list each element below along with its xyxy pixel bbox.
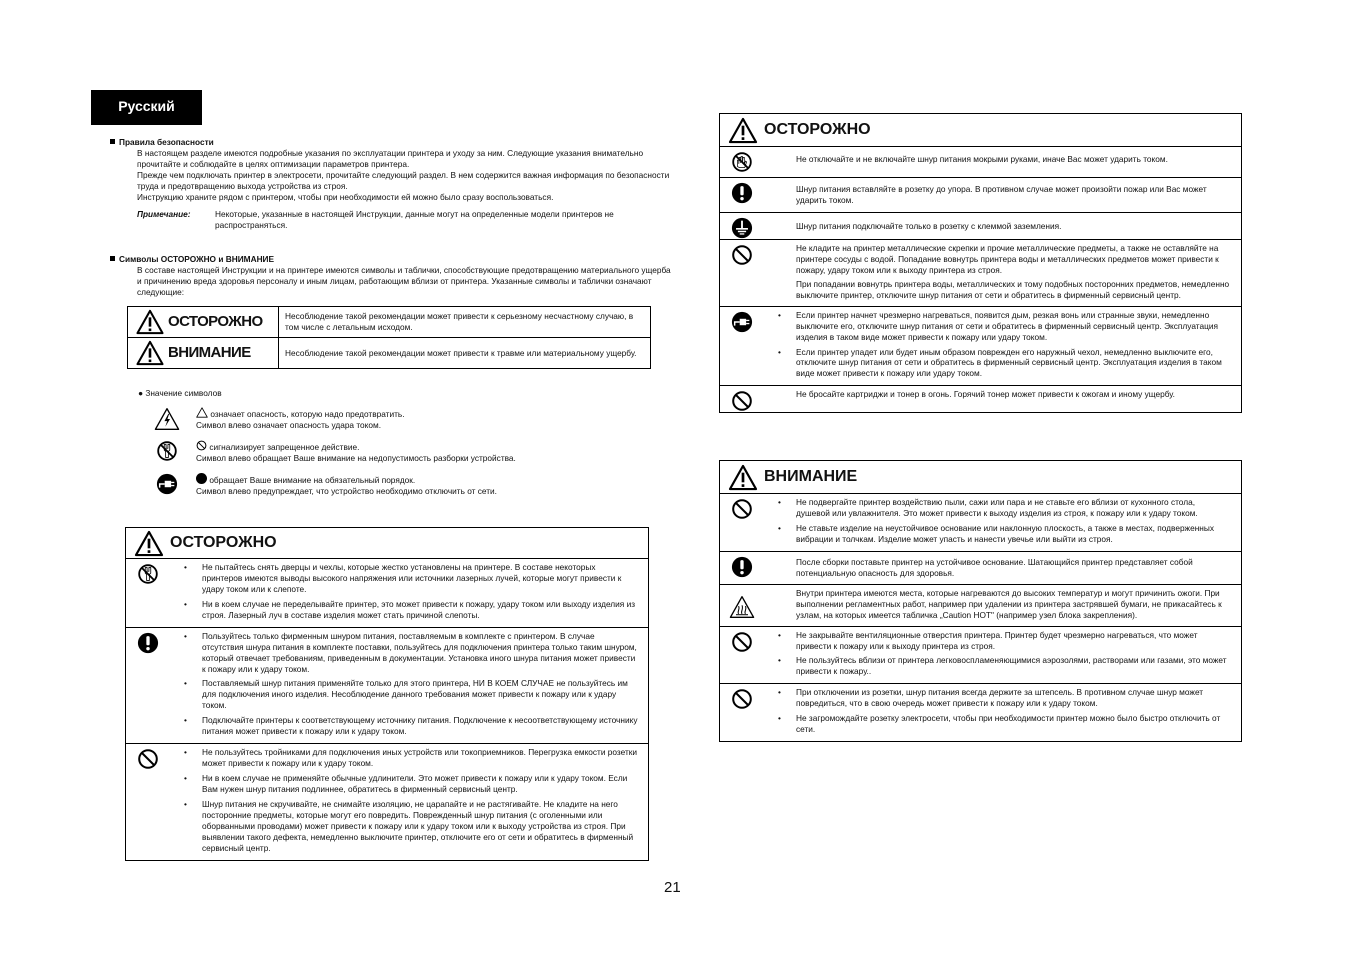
- mandatory-icon: [137, 632, 159, 654]
- unplug-icon: [731, 311, 753, 333]
- list-item: • Ни в коем случае не переделывайте принтер, это может привести к пожару, удару током или выходу изделия из строя. Лазерный луч в составе изделия может стать причиной слепоты.: [170, 599, 638, 621]
- shock-hazard-icon: [154, 407, 180, 431]
- right-caution-box: [719, 113, 1242, 413]
- meaning-item: обращает Ваше внимание на обязательный порядок. Символ влево предупреждает, что устройство необходимо отключить от сети.: [138, 473, 516, 497]
- prohibited-icon: [731, 390, 753, 412]
- meaning-heading: ● Значение символов: [138, 388, 222, 398]
- mandatory-dot-icon: [196, 473, 207, 484]
- row-text: Не отключайте и не включайте шнур питания мокрыми руками, иначе Вас может ударить током.: [796, 154, 1168, 164]
- no-disassembly-icon: [156, 440, 178, 462]
- mandatory-icon: [731, 182, 753, 204]
- warning-header: ВНИМАНИЕ: [720, 461, 1241, 494]
- list-item: • Подключайте принтеры к соответствующему источнику питания. Подключение к несоответствующему источнику питания может привести к пожару или к удару током.: [170, 715, 638, 737]
- warning-triangle-icon: [134, 530, 164, 557]
- row-text: При попадании вовнутрь принтера воды, металлических и тому подобных посторонних предметов, немедленно выключите принтер, отключите шнур питания от сети и обратитесь в фирменный сервисный центр.: [796, 278, 1230, 300]
- caution-row: [720, 385, 1241, 412]
- list-item: • При отключении из розетки, шнур питания всегда держите за штепсель. В противном случае шнур может повредиться, что в свою очередь может привести к пожару или к удару током.: [764, 687, 1231, 709]
- symbol-meanings: [138, 388, 516, 497]
- list-item: • Ни в коем случае не применяйте обычные удлинители. Это может привести к пожару или к удару током. Если Вам нужен шнур питания подлиннее, обратитесь в фирменный сервисный центр.: [170, 773, 638, 795]
- meaning-item: сигнализирует запрещенное действие. Символ влево обращает Ваше внимание на недопустимость разборки устройства.: [138, 440, 516, 464]
- list-item: • Если принтер начнет чрезмерно нагреваться, появится дым, резкая вонь или странные звуки, немедленно выключите его, отключите шнур питания от сети и обратитесь в фирменный сервисный центр. Эксплуатация изделия в таком виде может привести к пожару или удару током.: [764, 310, 1231, 343]
- caution-definition: Несоблюдение такой рекомендации может привести к серьезному несчастному случаю, в том числе с летальным исходом.: [279, 307, 651, 338]
- list-item: • Не загромождайте розетку электросети, чтобы при необходимости принтер можно было быстро отключить от сети.: [764, 713, 1231, 735]
- warning-triangle-icon: [728, 117, 758, 144]
- list-item: • Не пользуйтесь вблизи от принтера легковоспламеняющимися аэрозолями, растворами или газами, это может привести к пожару..: [764, 655, 1231, 677]
- list-item: • Если принтер упадет или будет иным образом поврежден его наружный чехол, немедленно выключите его, отключите шнур питания от сети и обратитесь в фирменный сервисный центр. Эксплуатация изделия в таком виде может привести к пожару или удару током.: [764, 347, 1231, 380]
- symbols-section: [110, 254, 672, 298]
- page-number: 21: [664, 879, 681, 896]
- row-text: Внутри принтера имеются места, которые нагреваются до высоких температур и могут причинить ожоги. При выполнении регламентных работ, например при удалении из принтера застрявшей бумаги, не прикасайтесь к узлам, на которых имеется табличка „Caution HOT" (например узел блока закрепления).: [796, 587, 1222, 620]
- triangle-icon: [196, 407, 208, 418]
- hot-surface-icon: [729, 595, 755, 619]
- no-disassembly-icon: [137, 563, 159, 585]
- list-item: • Не закрывайте вентиляционные отверстия принтера. Принтер будет чрезмерно нагреваться, что может привести к пожару или к выходу принтера из строя.: [764, 630, 1231, 652]
- prohibited-icon: [731, 244, 753, 266]
- ground-icon: [731, 217, 753, 239]
- warning-definition: Несоблюдение такой рекомендации может привести к травме или материальному ущербу.: [279, 338, 651, 369]
- list-item: • Шнур питания не скручивайте, не снимайте изоляцию, не царапайте и не растягивайте. Не кладите на него посторонние предметы, которые могут его повредить. Поврежденный шнур питания (с оголенными или оборванными проводами) может привести к пожару или к удару током или к выходу устройства из строя. При выявлении такого дефекта, немедленно выключите принтер, отключите его от сети и обратитесь в фирменный сервисный центр.: [170, 799, 638, 854]
- caution-signal: ОСТОРОЖНО: [136, 309, 270, 335]
- meaning-item: означает опасность, которую надо предотвратить. Символ влево означает опасность удара током.: [138, 407, 516, 431]
- list-item: • Не ставьте изделие на неустойчивое основание или наклонную плоскость, а также в местах, подверженных вибрации и толчкам. Изделие может упасть и нанести увечье или выйти из строя.: [764, 523, 1231, 545]
- prohibited-icon: [731, 631, 753, 653]
- caution-row: [126, 559, 648, 627]
- warning-row: [720, 494, 1241, 551]
- safety-note: Примечание: Некоторые, указанные в настоящей Инструкции, данные могут на определенные модели принтеров не распространяться.: [137, 208, 614, 230]
- mandatory-icon: [731, 556, 753, 578]
- list-item: • Не пользуйтесь тройниками для подключения иных устройств или токоприемников. Перегрузка емкости розетки может привести к пожару или к удару током.: [170, 747, 638, 769]
- caution-header: ОСТОРОЖНО: [126, 528, 648, 559]
- safety-rules-paragraph: В настоящем разделе имеются подробные указания по эксплуатации принтера и уходу за ним. Следующие указания внимательно прочитайте и соблюдайте в целях оптимизации параметров принтера. Прежде чем подключать принтер в электросети, прочитайте следующий раздел. В нем содержится важная информация по безопасности труда и предотвращению выхода устройства из строя. Инструкцию храните рядом с принтером, чтобы при необходимости ей можно было сразу воспользоваться.: [137, 147, 670, 202]
- right-warning-box: [719, 460, 1242, 742]
- caution-row: [720, 239, 1241, 306]
- prohibited-icon: [196, 440, 207, 451]
- left-caution-box: [125, 527, 649, 861]
- unplug-icon: [156, 473, 178, 495]
- prohibited-icon: [731, 688, 753, 710]
- caution-row: [126, 743, 648, 859]
- safety-rules-heading: Правила безопасности: [110, 137, 672, 148]
- caution-row: [720, 147, 1241, 177]
- warning-triangle-icon: [728, 464, 758, 491]
- prohibited-icon: [731, 498, 753, 520]
- symbols-intro: В составе настоящей Инструкции и на принтере имеются символы и таблички, способствующие предотвращению материального ущерба и причинению вреда здоровья персоналу и иным лицам, работающим вблизи от принтера. Указанные символы и таблички означают следующие:: [137, 264, 671, 297]
- row-text: Шнур питания вставляйте в розетку до упора. В противном случае может произойти пожар или Вас может ударить током.: [796, 184, 1207, 205]
- no-wet-hands-icon: [731, 151, 753, 173]
- warning-triangle-icon: [136, 309, 164, 335]
- caution-header: ОСТОРОЖНО: [720, 114, 1241, 147]
- symbols-heading: Символы ОСТОРОЖНО и ВНИМАНИЕ: [110, 254, 672, 265]
- table-row: [128, 307, 651, 338]
- row-text: Не бросайте картриджи и тонер в огонь. Горячий тонер может привести к ожогам и иному ущербу.: [796, 389, 1175, 400]
- language-tab: Русский: [91, 90, 202, 125]
- table-row: [128, 338, 651, 369]
- caution-row: [720, 212, 1241, 239]
- safety-rules-section: [110, 137, 672, 231]
- caution-row: [720, 177, 1241, 212]
- signal-definition-table: [127, 306, 651, 369]
- list-item: • Не пытайтесь снять дверцы и чехлы, которые жестко установлены на принтере. В составе некоторых принтеров имеются выводы высокого напряжения или источники лазерных лучей, которые могут привести к удару током или к слепоте.: [170, 562, 638, 595]
- warning-row: [720, 626, 1241, 684]
- warning-row: [720, 584, 1241, 626]
- warning-row: [720, 551, 1241, 584]
- list-item: • Не подвергайте принтер воздействию пыли, сажи или пара и не ставьте его вблизи от кухонного стола, душевой или увлажнителя. Это может привести к выходу изделия из строя, к пожару или к удару током.: [764, 497, 1231, 519]
- caution-row: [720, 306, 1241, 386]
- prohibited-icon: [137, 748, 159, 770]
- row-text: Шнур питания подключайте только в розетку с клеммой заземления.: [796, 221, 1062, 231]
- warning-triangle-icon: [136, 340, 164, 366]
- list-item: • Поставляемый шнур питания применяйте только для этого принтера, НИ В КОЕМ СЛУЧАЕ не пользуйтесь им для подключения иного изделия. Несоблюдение данного требования может привести к пожару или к удару током.: [170, 678, 638, 711]
- row-text: Не кладите на принтер металлические скрепки и прочие металлические предметы, а также не оставляйте на принтере сосуды с водой. Попадание вовнутрь принтера воды и металлических предметов может привести к пожару, удару током или к выходу принтера из строя.: [796, 243, 1219, 275]
- row-text: После сборки поставьте принтер на устойчивое основание. Шатающийся принтер представляет собой потенциальную опасность для здоровья.: [796, 556, 1193, 578]
- list-item: • Пользуйтесь только фирменным шнуром питания, поставляемым в комплекте с принтером. В случае отсутствия шнура питания в комплекте поставки, пользуйтесь для подключения принтера только таким шнуром, который отвечает требованиям, приведенным в документации. Установка иного шнура питания может привести к пожару или к удару током.: [170, 631, 638, 675]
- warning-row: [720, 683, 1241, 741]
- caution-row: [126, 627, 648, 743]
- warning-signal: ВНИМАНИЕ: [136, 340, 270, 366]
